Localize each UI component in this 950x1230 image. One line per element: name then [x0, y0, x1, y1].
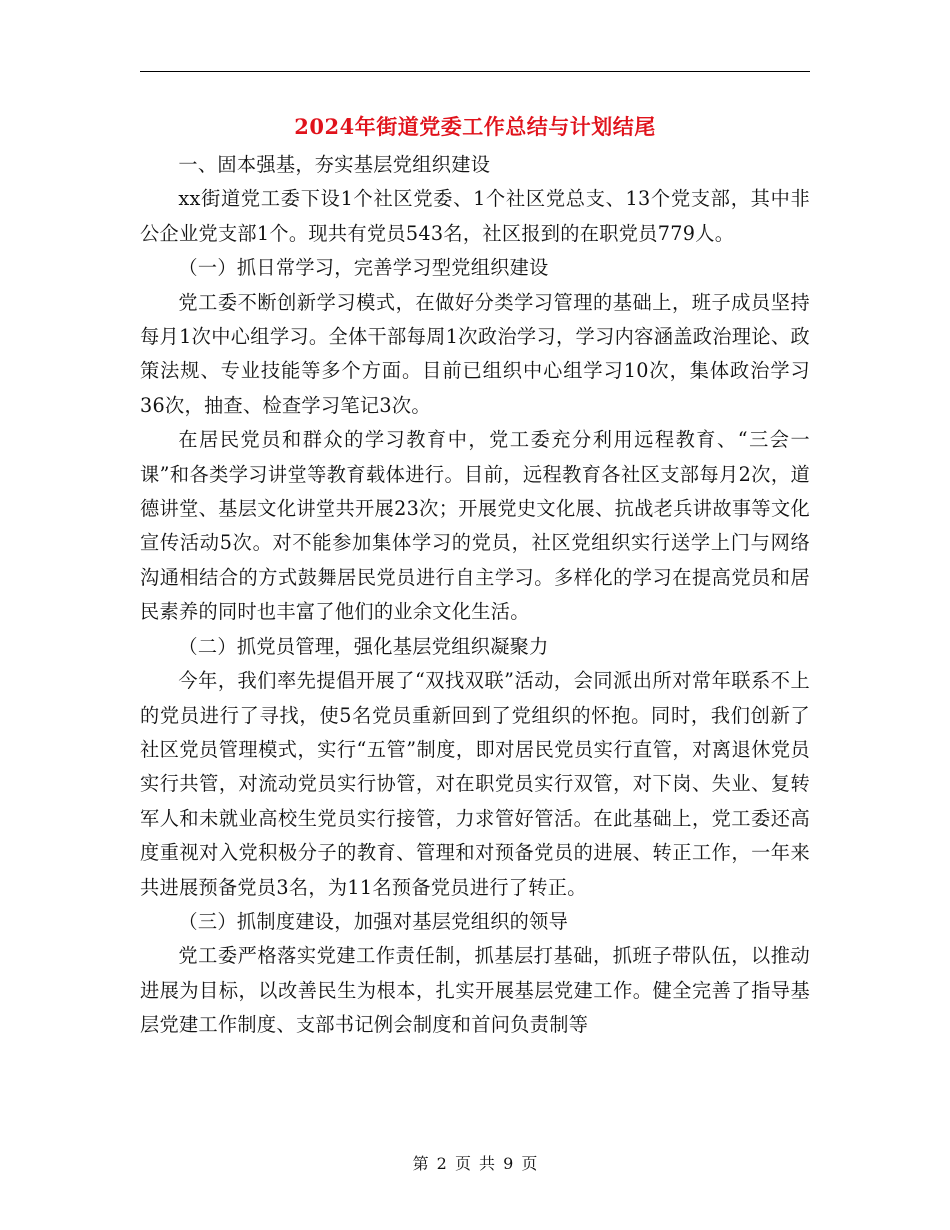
body-paragraph: 党工委不断创新学习模式，在做好分类学习管理的基础上，班子成员坚持每月1次中心组学习。全体干部每周1次政治学习，学习内容涵盖政治理论、政策法规、专业技能等多个方面。目前已组织中心组学习10次，集体政治学习36次，抽查、检查学习笔记3次。 [140, 290, 810, 417]
page-number: 第 2 页 共 9 页 [412, 1154, 538, 1173]
document-title: 2024年街道党委工作总结与计划结尾 [294, 114, 656, 139]
subsection-heading: （三）抓制度建设，加强对基层党组织的领导 [178, 909, 569, 933]
body-paragraph: xx街道党工委下设1个社区党委、1个社区党总支、13个党支部，其中非公企业党支部1个。现共有党员543名，社区报到的在职党员779人。 [140, 187, 810, 245]
section-heading: 一、固本强基，夯实基层党组织建设 [178, 153, 491, 176]
subsection-heading: （二）抓党员管理，强化基层党组织凝聚力 [178, 634, 549, 658]
body-paragraph: 党工委严格落实党建工作责任制，抓基层打基础，抓班子带队伍，以推动进展为目标，以改善民生为根本，扎实开展基层党建工作。健全完善了指导基层党建工作制度、支部书记例会制度和首问负责制等 [140, 944, 810, 1037]
subsection-heading: （一）抓日常学习，完善学习型党组织建设 [178, 256, 549, 280]
body-paragraph: 在居民党员和群众的学习教育中，党工委充分利用远程教育、“三会一课”和各类学习讲堂等教育载体进行。目前，远程教育各社区支部每月2次，道德讲堂、基层文化讲堂共开展23次；开展党史文化展、抗战老兵讲故事等文化宣传活动5次。对不能参加集体学习的党员，社区党组织实行送学上门与网络沟通相结合的方式鼓舞居民党员进行自主学习。多样化的学习在提高党员和居民素养的同时也丰富了他们的业余文化生活。 [140, 428, 810, 624]
header-rule [140, 71, 810, 72]
body-paragraph: 今年，我们率先提倡开展了“双找双联”活动，会同派出所对常年联系不上的党员进行了寻找，使5名党员重新回到了党组织的怀抱。同时，我们创新了社区党员管理模式，实行“五管”制度，即对居民党员实行直管，对离退休党员实行共管，对流动党员实行协管，对在职党员实行双管，对下岗、失业、复转军人和未就业高校生党员实行接管，力求管好管活。在此基础上，党工委还高度重视对入党积极分子的教育、管理和对预备党员的进展、转正工作，一年来共进展预备党员3名，为11名预备党员进行了转正。 [140, 669, 810, 899]
document-body [140, 148, 810, 1043]
